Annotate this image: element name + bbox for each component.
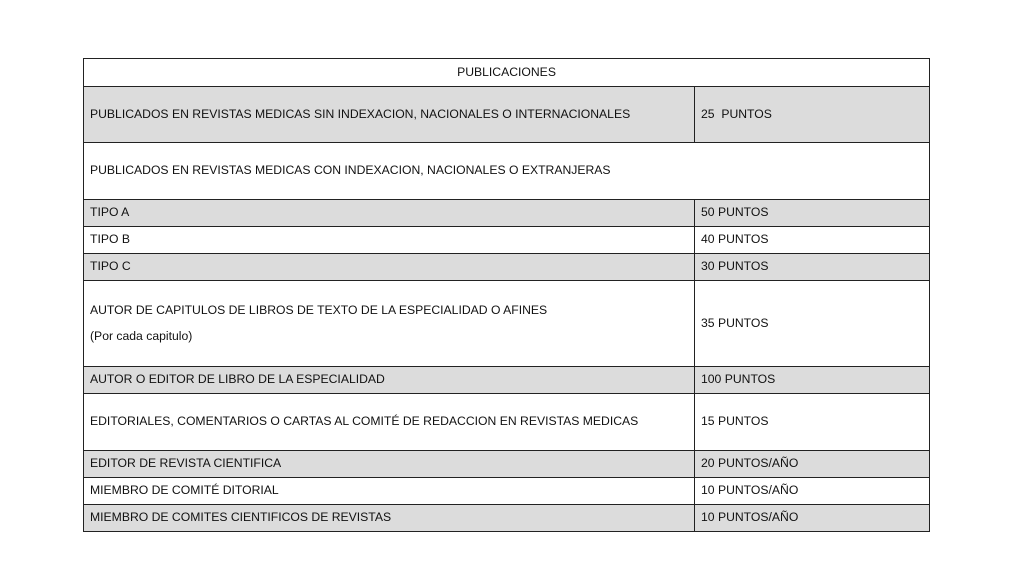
row-points: 30 PUNTOS: [695, 254, 930, 281]
row-label: AUTOR O EDITOR DE LIBRO DE LA ESPECIALIDAD: [84, 367, 695, 394]
table-row: [84, 227, 930, 254]
table-row: [84, 505, 930, 532]
row-points: 15 PUNTOS: [695, 394, 930, 451]
row-note: (Por cada capitulo): [90, 328, 193, 343]
row-label: EDITOR DE REVISTA CIENTIFICA: [84, 451, 695, 478]
row-label: TIPO A: [84, 200, 695, 227]
row-label: PUBLICADOS EN REVISTAS MEDICAS CON INDEXACION, NACIONALES O EXTRANJERAS: [84, 143, 930, 200]
row-points: 10 PUNTOS/AÑO: [695, 478, 930, 505]
table-header: PUBLICACIONES: [84, 59, 930, 87]
row-points: 25 PUNTOS: [695, 87, 930, 143]
table-row: [84, 478, 930, 505]
row-label: MIEMBRO DE COMITÉ DITORIAL: [84, 478, 695, 505]
row-label: PUBLICADOS EN REVISTAS MEDICAS SIN INDEXACION, NACIONALES O INTERNACIONALES: [84, 87, 695, 143]
table-row: [84, 367, 930, 394]
row-points: 40 PUNTOS: [695, 227, 930, 254]
table-row: [84, 143, 930, 200]
row-label: EDITORIALES, COMENTARIOS O CARTAS AL COMITÉ DE REDACCION EN REVISTAS MEDICAS: [84, 394, 695, 451]
table-row: [84, 451, 930, 478]
row-label: MIEMBRO DE COMITES CIENTIFICOS DE REVISTAS: [84, 505, 695, 532]
table-row: [84, 87, 930, 143]
row-points: 20 PUNTOS/AÑO: [695, 451, 930, 478]
row-label: AUTOR DE CAPITULOS DE LIBROS DE TEXTO DE LA ESPECIALIDAD O AFINES: [90, 303, 548, 318]
row-points: 50 PUNTOS: [695, 200, 930, 227]
publications-table: [83, 58, 930, 532]
row-points: 100 PUNTOS: [695, 367, 930, 394]
row-points: 10 PUNTOS/AÑO: [695, 505, 930, 532]
row-label: TIPO C: [84, 254, 695, 281]
row-points: 35 PUNTOS: [695, 281, 930, 367]
table-row: [84, 394, 930, 451]
table-header-row: [84, 59, 930, 87]
row-label-cell: [84, 281, 695, 367]
table-row: [84, 254, 930, 281]
table-row: [84, 281, 930, 367]
table-row: [84, 200, 930, 227]
row-label: TIPO B: [84, 227, 695, 254]
